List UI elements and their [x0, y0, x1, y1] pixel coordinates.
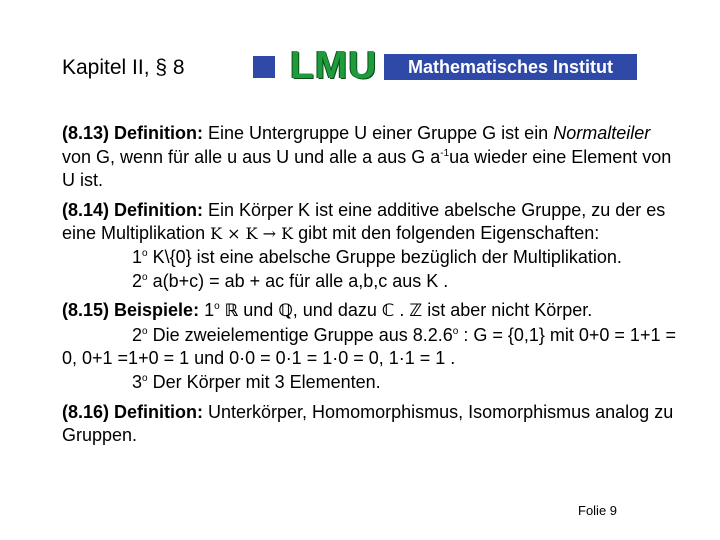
definition-label: (8.13) Definition: — [62, 123, 204, 143]
set-integers: ℤ — [409, 301, 423, 322]
multiplication-map: K × K → K — [210, 224, 294, 244]
set-rationals: ℚ — [278, 301, 293, 322]
property-text: K\{0} ist eine abelsche Gruppe bezüglich der Multiplikation. — [147, 246, 622, 267]
definition-text: ua wieder eine Element von U ist. — [62, 146, 672, 191]
definition-label: (8.14) Definition: — [62, 199, 204, 220]
property-text: a(b+c) = ab + ac für alle a,b,c aus K . — [147, 270, 449, 291]
examples-label: (8.15) Beispiele: — [62, 300, 200, 321]
property-number: 1 — [132, 246, 143, 267]
chapter-title: Kapitel II, § 8 — [62, 56, 185, 79]
definition-label: (8.16) Definition: — [62, 401, 204, 422]
degree-mark: o — [142, 271, 148, 283]
degree-mark: o — [142, 247, 148, 259]
example-text: und — [238, 300, 279, 321]
definition-text: gibt mit den folgenden Eigenschaften: — [293, 223, 600, 244]
degree-mark: o — [452, 325, 459, 337]
example-text: . — [394, 300, 410, 321]
lmu-logo: LMU — [290, 44, 378, 87]
example-number: 2 — [132, 324, 143, 345]
example-text: : G = {0,1} mit 0+0 = 1+1 = 0, 0+1 =1+0 = 1 und 0·0 = 0·1 = 1·0 = 0, 1·1 = 1 . — [62, 324, 676, 369]
example-text: Der Körper mit 3 Elementen. — [147, 371, 381, 392]
slide-number: Folie 9 — [578, 503, 618, 518]
term-normalteiler: Normalteiler — [553, 123, 651, 143]
definition-8-14 — [62, 199, 677, 293]
definition-8-16 — [62, 401, 677, 448]
example-number: 1 — [199, 300, 215, 321]
definition-text: Unterkörper, Homomorphismus, Isomorphismus analog zu Gruppen. — [62, 401, 674, 446]
degree-mark: o — [142, 325, 148, 337]
definition-8-13 — [62, 122, 677, 193]
definition-text: Eine Untergruppe U einer Gruppe G ist ein — [203, 123, 554, 143]
superscript: -1 — [440, 147, 450, 159]
definition-text: von G, wenn für alle u aus U und alle a aus G a — [62, 146, 441, 167]
definition-text: Ein Körper K ist eine additive abelsche Gruppe, zu der es eine Multiplikation — [62, 199, 666, 244]
property-number: 2 — [132, 270, 143, 291]
logo-square — [253, 56, 275, 78]
degree-mark: o — [214, 301, 220, 313]
example-text: Die zweielementige Gruppe aus 8.2.6 — [147, 324, 453, 345]
example-number: 3 — [132, 371, 143, 392]
degree-mark: o — [142, 372, 148, 384]
institute-banner: Mathematisches Institut — [384, 54, 637, 80]
example-text: , und dazu — [292, 300, 382, 321]
set-complex: ℂ — [381, 301, 395, 322]
examples-8-15 — [62, 299, 677, 394]
slide-body — [62, 122, 677, 448]
example-text: ist aber nicht Körper. — [422, 300, 593, 321]
set-reals: ℝ — [224, 301, 239, 322]
